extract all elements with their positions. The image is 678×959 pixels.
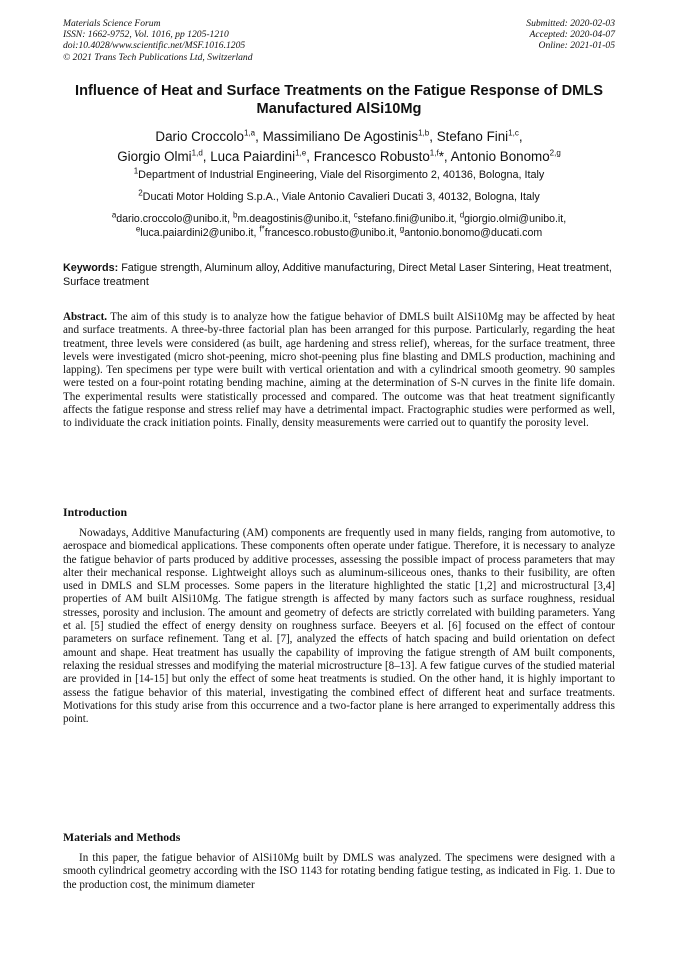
affiliation-1: [30, 166, 648, 182]
author-list: [30, 127, 648, 167]
email-address[interactable]: dario.croccolo@unibo.it,: [116, 213, 234, 225]
author-sup: 1,c: [508, 128, 519, 138]
email-sup: c: [353, 210, 358, 220]
abstract-label: Abstract.: [63, 311, 108, 323]
affiliation-sup: 2: [138, 188, 143, 198]
keywords-text: Fatigue strength, Aluminum alloy, Additive manufacturing, Direct Metal Laser Sintering, Heat treatment, Surface treatment: [63, 262, 612, 288]
accepted-date: Accepted: 2020-04-07: [529, 29, 615, 41]
copyright-line: © 2021 Trans Tech Publications Ltd, Switzerland: [63, 51, 253, 63]
email-sup: b: [233, 210, 238, 220]
author-name: Giorgio Olmi: [117, 149, 192, 164]
online-date: Online: 2021-01-05: [538, 40, 615, 52]
author-sup: 2,g: [549, 148, 561, 158]
author-sup: 1,e: [295, 148, 307, 158]
author-name: Luca Paiardini: [210, 149, 296, 164]
affiliation-text: Department of Industrial Engineering, Viale del Risorgimento 2, 40136, Bologna, Italy: [138, 169, 545, 181]
dates-info: [526, 18, 615, 52]
author-name: Dario Croccolo: [155, 129, 244, 144]
email-list: [30, 212, 648, 240]
email-line-2: [30, 226, 648, 240]
introduction-heading: Introduction: [63, 505, 128, 519]
author-sup: 1,d: [191, 148, 203, 158]
author-sep: *,: [438, 149, 451, 164]
author-sep: ,: [306, 149, 314, 164]
abstract: [63, 311, 615, 431]
submitted-date: Submitted: 2020-02-03: [526, 18, 615, 29]
email-sup: f*: [259, 224, 265, 234]
keywords: [63, 262, 615, 289]
keywords-label: Keywords:: [63, 262, 119, 274]
author-sup: 1,a: [243, 128, 256, 138]
author-sep: ,: [429, 129, 437, 144]
affiliation-sup: 1: [133, 166, 139, 176]
author-name: Francesco Robusto: [313, 149, 430, 164]
email-sup: d: [459, 210, 465, 220]
email-address[interactable]: luca.paiardini2@unibo.it,: [140, 227, 260, 239]
issn-line: ISSN: 1662-9752, Vol. 1016, pp 1205-1210: [63, 29, 229, 41]
email-sup: e: [135, 224, 141, 234]
author-sep: ,: [255, 129, 263, 144]
journal-name: Materials Science Forum: [63, 18, 161, 29]
author-name: Massimiliano De Agostinis: [262, 129, 419, 144]
email-address[interactable]: stefano.fini@unibo.it,: [357, 213, 460, 225]
email-line-1: [30, 212, 648, 226]
materials-methods-heading: Materials and Methods: [63, 830, 181, 844]
author-line-2: [30, 147, 648, 167]
author-sup: 1,f: [429, 148, 439, 158]
journal-info: [63, 18, 253, 63]
author-line-1: [30, 127, 648, 147]
affiliation-text: Ducati Motor Holding S.p.A., Viale Antonio Cavalieri Ducati 3, 40132, Bologna, Italy: [142, 191, 540, 203]
introduction-text: Nowadays, Additive Manufacturing (AM) components are frequently used in many fields, ranging from automotive, to aerospace and biomedical applications. These components often operate under fatigue. Therefore, it is necessary to analyze the fatigue behavior of parts produced by additive processes, assessing the possible impact of process parameters that may alter their mechanical response. Lightweight alloys such as aluminum-siliceous ones, thanks to their fusibility, are often used in DMLS and SLM processes. Some papers in the literature highlighted the static [1,2] and microstructural [3,4] properties of AM built AlSi10Mg. The fatigue strength is affected by many factors such as surface roughness, residual stresses, porosity and inclusion. The amount and geometry of defects are strictly correlated with building parameters. Yang et al. [5] studied the effect of energy density on roughness surface. Beeyers et al. [6] focused on the effect of contour parameters on surface refinement. Tang et al. [7], analyzed the effects of hatch spacing and build orientation on defect amount and shape. Heat treatment has usually the capability of improving the fatigue strength of AM built components, relaxing the residual stresses and modifying the material microstructure [8–13]. A few fatigue curves of the studied material are provided in [14-15] but only the effect of some heat treatments is studied. On the other hand, it is highly important to assess the fatigue behavior of this material, investigating the combined effect of different heat and surface treatments. Motivations for this study arise from this occurrence and a two-factor plane is here arranged to experimentally address this point.: [63, 527, 615, 726]
author-sep: ,: [518, 129, 523, 144]
author-sup: 1,b: [418, 128, 430, 138]
email-address[interactable]: giorgio.olmi@unibo.it,: [464, 213, 567, 225]
abstract-text: The aim of this study is to analyze how the fatigue behavior of DMLS built AlSi10Mg may be affected by heat and surface treatments. A three-by-three factorial plan has been arranged for this purpose. Particularly, regarding the heat treatment, three levels were considered (as built, age hardening and stress relief), whereas, for the surface treatment, three levels were investigated (micro shot-peening, micro shot-peening plus fine blasting and DMLS production, machining and lapping). Ten specimens per type were built with vertical orientation and with a cylindrical smooth geometry. 90 samples were tested on a four-point rotating bending machine, aiming at the determination of S-N curves in the finite life domain. The experimental results were statistically processed and compared. The outcome was that heat treatment significantly affects the fatigue response and stress relief may have a detrimental impact. Fractographic studies were performed as well, to individuate the crack initiation points. Finally, density measurements were carried out to quantify the porosity level.: [63, 311, 615, 430]
email-sup: g: [399, 224, 405, 234]
email-address[interactable]: antonio.bonomo@ducati.com: [404, 227, 543, 239]
doi-line[interactable]: doi:10.4028/www.scientific.net/MSF.1016.1205: [63, 40, 246, 52]
author-name: Antonio Bonomo: [450, 149, 550, 164]
affiliation-2: [30, 188, 648, 204]
materials-methods-text: In this paper, the fatigue behavior of AlSi10Mg built by DMLS was analyzed. The specimens were designed with a smooth cylindrical geometry according with the ISO 1143 for rotating bending fatigue testing, as indicated in Fig. 1. Due to the production cost, the minimum diameter: [63, 852, 615, 891]
author-sep: ,: [202, 149, 211, 164]
email-address[interactable]: francesco.robusto@unibo.it,: [264, 227, 400, 239]
paper-title: Influence of Heat and Surface Treatments on the Fatigue Response of DMLS Manufactured AlSi10Mg: [75, 83, 603, 117]
author-name: Stefano Fini: [436, 129, 509, 144]
email-sup: a: [111, 210, 117, 220]
email-address[interactable]: m.deagostinis@unibo.it,: [237, 213, 354, 225]
